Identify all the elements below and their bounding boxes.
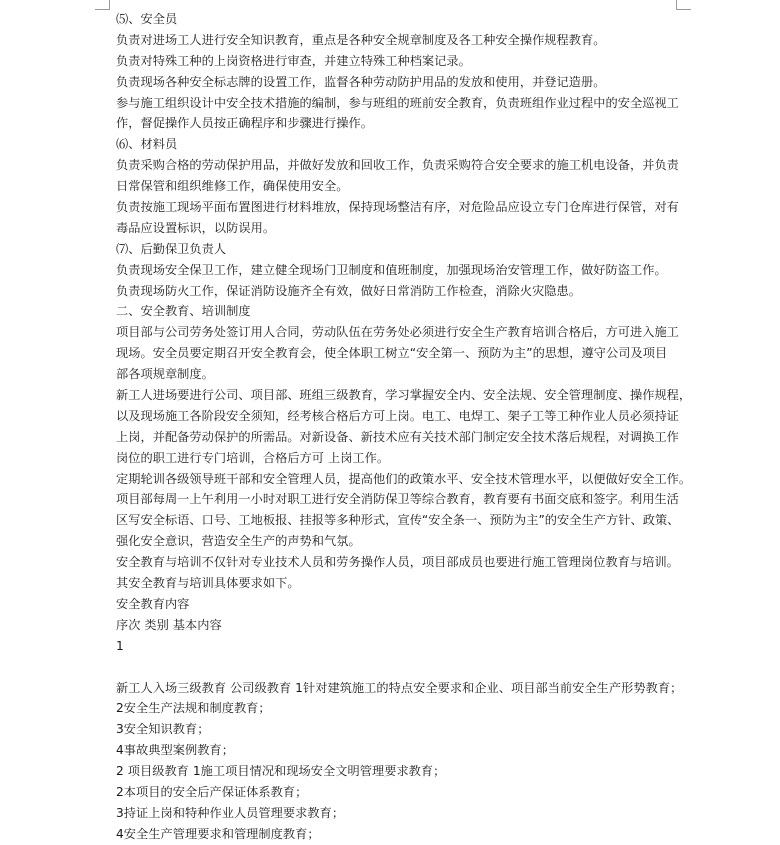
paragraph-line: 安全教育与培训不仅针对专业技术人员和劳务操作人员，项目部成员也要进行施工管理岗位教育与培训。 [116, 555, 679, 570]
section-heading-training-system: 二、安全教育、培训制度 [116, 304, 251, 319]
paragraph-line: 参与施工组织设计中安全技术措施的编制，参与班组的班前安全教育，负责班组作业过程中的安全巡视工 [116, 95, 679, 110]
top-right-margin-mark [676, 0, 691, 10]
table-row: 4事故典型案例教育； [116, 743, 234, 758]
table-row: 2安全生产法规和制度教育； [116, 701, 271, 716]
paragraph-line: 其安全教育与培训具体要求如下。 [116, 576, 300, 591]
table-row: 2本项目的安全后产保证体系教育； [116, 784, 308, 799]
paragraph-line: 负责采购合格的劳动保护用品，并做好发放和回收工作，负责采购符合安全要求的施工机电设备，并负责 [116, 158, 679, 173]
paragraph-line: 定期轮训各级领导班干部和安全管理人员，提高他们的政策水平、安全技术管理水平，以便做好安全工作。 [116, 471, 692, 486]
table-row: 3安全知识教育； [116, 722, 210, 737]
table-caption: 安全教育内容 [116, 596, 190, 611]
paragraph-line: 负责现场防火工作，保证消防设施齐全有效，做好日常消防工作检查，消除火灾隐患。 [116, 283, 582, 298]
paragraph-line: 作，督促操作人员按正确程序和步骤进行操作。 [116, 116, 373, 131]
paragraph-line: 岗位的职工进行专门培训，合格后方可 上岗工作。 [116, 450, 390, 465]
paragraph-line: 部各项规章制度。 [116, 367, 214, 382]
table-row: 新工人入场三级教育 公司级教育 1针对建筑施工的特点安全要求和企业、项目部当前安全生产形势教育； [116, 680, 683, 695]
paragraph-line: 毒品应设置标识，以防误用。 [116, 220, 276, 235]
paragraph-line: 现场。安全员要定期召开安全教育会，使全体职工树立“安全第一、预防为主”的思想，遵守公司及项目 [116, 346, 668, 361]
paragraph-line: 强化安全意识，营造安全生产的声势和气氛。 [116, 534, 361, 549]
blank-line [116, 657, 676, 678]
paragraph-line: 上岗，并配备劳动保护的所需品。对新设备、新技术应有关技术部门制定安全技术落后规程，对调换工作 [116, 429, 679, 444]
table-row: 4安全生产管理要求和管理制度教育； [116, 826, 320, 841]
table-row: 3持证上岗和特种作业人员管理要求教育； [116, 805, 345, 820]
paragraph-line: 负责对进场工人进行安全知识教育，重点是各种安全规章制度及各工种安全操作规程教育。 [116, 32, 606, 47]
table-row: 2 项目级教育 1施工项目情况和现场安全文明管理要求教育； [116, 764, 446, 779]
paragraph-line: 新工人进场要进行公司、项目部、班组三级教育，学习掌握安全内、安全法规、安全管理制度、操作规程， [116, 388, 692, 403]
table-row-number: 1 [116, 638, 124, 653]
table-header-row: 序次 类别 基本内容 [116, 617, 222, 632]
paragraph-line: 负责按施工现场平面布置图进行材料堆放，保持现场整洁有序，对危险品应设立专门仓库进行保管，对有 [116, 200, 679, 215]
paragraph-line: 以及现场施工各阶段安全须知，经考核合格后方可上岗。电工、电焊工、架子工等工种作业人员必须持证 [116, 408, 679, 423]
paragraph-line: 项目部每周一上午利用一小时对职工进行安全消防保卫等综合教育，教育要有书面交底和签字。利用生活 [116, 492, 679, 507]
document-body [116, 9, 692, 845]
paragraph-line: 日常保管和组织维修工作，确保使用安全。 [116, 179, 349, 194]
section-heading-logistics-security: ⑺、后勤保卫负责人 [116, 241, 227, 256]
paragraph-line: 项目部与公司劳务处签订用人合同，劳动队伍在劳务处必须进行安全生产教育培训合格后，方可进入施工 [116, 325, 679, 340]
paragraph-line: 负责现场安全保卫工作，建立健全现场门卫制度和值班制度，加强现场治安管理工作，做好防盗工作。 [116, 262, 667, 277]
section-heading-safety-officer: ⑸、安全员 [116, 12, 178, 26]
section-heading-materials-officer: ⑹、材料员 [116, 137, 178, 152]
paragraph-line: 负责对特殊工种的上岗资格进行审查，并建立特殊工种档案记录。 [116, 53, 471, 68]
paragraph-line: 区写安全标语、口号、工地板报、挂报等多种形式，宣传“安全条一、预防为主”的安全生产方针、政策、 [116, 513, 680, 528]
paragraph-line: 负责现场各种安全标志牌的设置工作，监督各种劳动防护用品的发放和使用，并登记造册。 [116, 74, 606, 89]
top-left-margin-mark [95, 0, 110, 10]
